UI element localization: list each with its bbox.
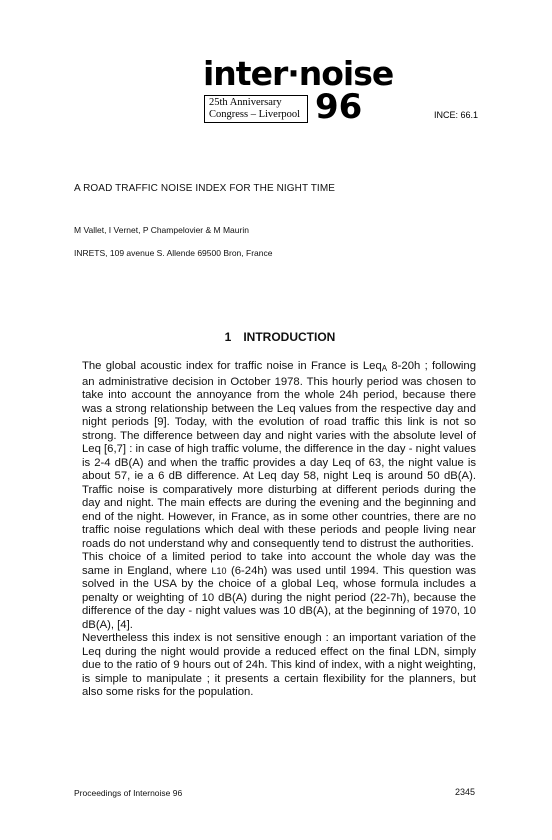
paragraph-2-rest: (6-24h) was used until 1994. This question was solved in the USA by the choice of a global Leq, whose formula includes a penalty or weighting of 10 dB(A) during the night period (22-7h), because the difference of the day - night values was 10 dB(A), at the beginning of 1970, 10 dB(A), [4]. <box>82 564 476 631</box>
paragraph-2 <box>82 551 476 632</box>
paper-affiliation: INRETS, 109 avenue S. Allende 69500 Bron, France <box>74 248 273 258</box>
logo-anniversary-line1: 25th Anniversary <box>209 97 282 108</box>
ince-code: INCE: 66.1 <box>434 110 479 120</box>
paragraph-3: Nevertheless this index is not sensitive enough : an important variation of the Leq during the night would provide a reduced effect on the final LDN, simply due to the ratio of 9 hours out of 24h. This kind of index, with a night weighting, is simple to manipulate ; it presents a certain flexibility for the planners, but also some risks for the population. <box>82 632 476 698</box>
logo-wordmark: inter·noise <box>203 54 394 93</box>
paragraph-2-start: This choice of a limited period to take into account the whole day was the same in England, where <box>82 551 476 577</box>
section-heading <box>0 330 552 344</box>
page-number: 2345 <box>455 787 476 797</box>
logo-anniversary-box <box>204 95 308 123</box>
congress-logo <box>203 54 394 127</box>
section-number: 1 <box>224 330 232 344</box>
footer-proceedings: Proceedings of Internoise 96 <box>74 788 183 798</box>
paper-title: A ROAD TRAFFIC NOISE INDEX FOR THE NIGHT TIME <box>74 183 336 194</box>
section-title: INTRODUCTION <box>243 330 336 344</box>
logo-year: 96 <box>315 87 363 127</box>
paragraph-2-l10: L10 <box>211 565 227 576</box>
paragraph-1-rest: 8-20h ; following an administrative decision in October 1978. This hourly period was chosen to take into account the annoyance from the whole 24h period, because there was a strong relationship between the Leq values from the respective day and night periods [9]. Today, with the evolution of road traffic this link is not so strong. The difference between day and night varies with the absolute level of Leq [6,7] : in case of high traffic volume, the difference in the day - night values is 2-4 dB(A) and when the traffic provides a day Leq of 63, the night value is about 57, ie a 6 dB difference. At Leq day 58, night Leq is around 50 dB(A). Traffic noise is comparatively more disturbing at different periods during the day and night. The main effects are during the evening and the beginning and end of the night. However, in France, as in some other countries, there are no traffic noise regulations which deal with these periods and people living near roads do not understand why and consequently tend to distrust the authorities. <box>82 360 476 550</box>
paper-authors: M Vallet, I Vernet, P Champelovier & M Maurin <box>74 225 249 235</box>
paragraph-1-subscript: A <box>381 364 388 373</box>
body-text <box>82 360 476 700</box>
logo-anniversary-line2: Congress – Liverpool <box>209 109 300 120</box>
paragraph-1-start: The global acoustic index for traffic noise in France is Leq <box>82 360 382 372</box>
paragraph-1 <box>82 360 476 551</box>
